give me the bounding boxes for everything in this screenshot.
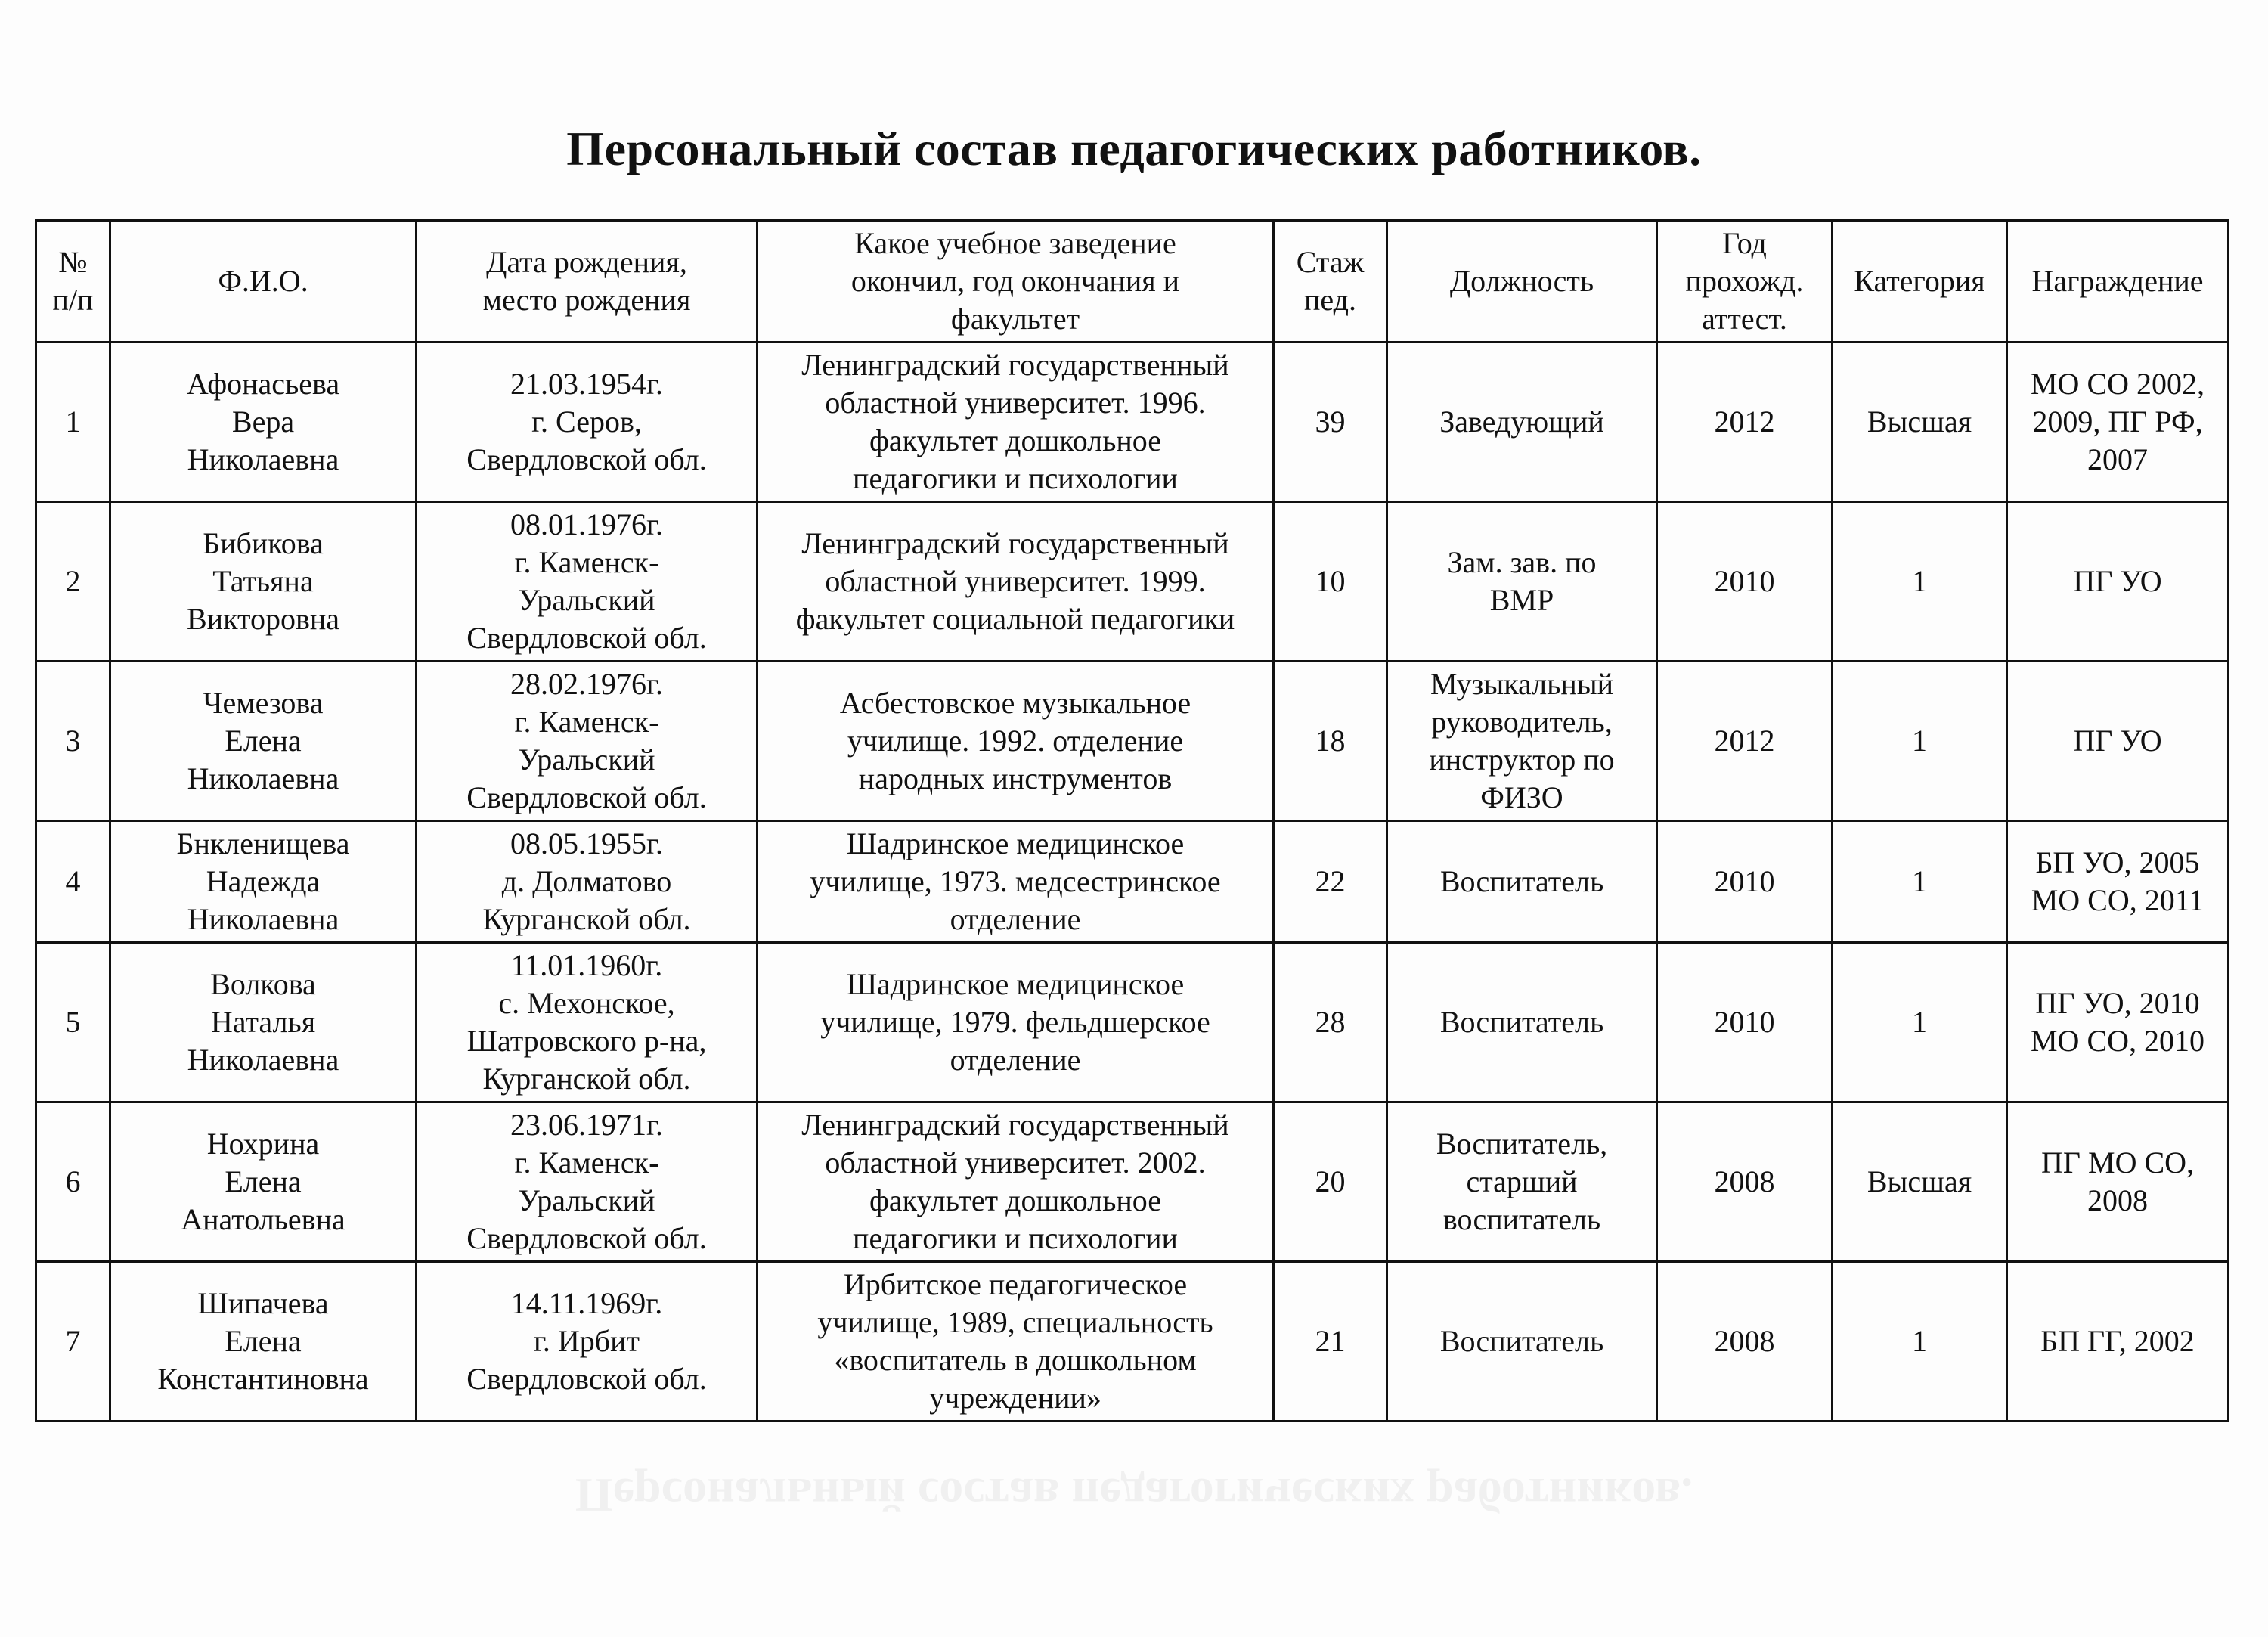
cell-num: 4 (36, 821, 110, 943)
cell-fio: Афонасьева Вера Николаевна (110, 343, 417, 502)
cell-education: Асбестовское музыкальное училище. 1992. отделение народных инструментов (758, 662, 1274, 821)
cell-fio: Шипачева Елена Константиновна (110, 1262, 417, 1422)
cell-category: Высшая (1833, 1102, 2007, 1262)
cell-education: Ленинградский государственный областной университет. 2002. факультет дошкольное педагогики и психологии (758, 1102, 1274, 1262)
cell-num: 5 (36, 943, 110, 1102)
cell-birth: 28.02.1976г. г. Каменск- Уральский Свердловской обл. (417, 662, 758, 821)
header-award: Награждение (2007, 221, 2229, 343)
header-row (36, 221, 2229, 343)
cell-position: Музыкальный руководитель, инструктор по ФИЗО (1387, 662, 1657, 821)
table-row (36, 343, 2229, 502)
cell-attest: 2008 (1657, 1262, 1833, 1422)
cell-num: 1 (36, 343, 110, 502)
cell-education: Ирбитское педагогическое училище, 1989, специальность «воспитатель в дошкольном учреждении» (758, 1262, 1274, 1422)
cell-experience: 28 (1274, 943, 1387, 1102)
table-row (36, 662, 2229, 821)
table-row (36, 502, 2229, 662)
cell-attest: 2008 (1657, 1102, 1833, 1262)
cell-experience: 18 (1274, 662, 1387, 821)
page-title: Персональный состав педагогических работников. (566, 122, 1702, 175)
table-row (36, 1102, 2229, 1262)
cell-birth: 21.03.1954г. г. Серов, Свердловской обл. (417, 343, 758, 502)
cell-birth: 23.06.1971г. г. Каменск- Уральский Свердловской обл. (417, 1102, 758, 1262)
cell-attest: 2010 (1657, 821, 1833, 943)
cell-experience: 10 (1274, 502, 1387, 662)
table-row (36, 1262, 2229, 1422)
cell-award: МО СО 2002, 2009, ПГ РФ, 2007 (2007, 343, 2229, 502)
cell-award: ПГ УО, 2010 МО СО, 2010 (2007, 943, 2229, 1102)
cell-position: Воспитатель, старший воспитатель (1387, 1102, 1657, 1262)
cell-category: 1 (1833, 821, 2007, 943)
header-category: Категория (1833, 221, 2007, 343)
cell-num: 3 (36, 662, 110, 821)
cell-position: Воспитатель (1387, 1262, 1657, 1422)
cell-attest: 2012 (1657, 662, 1833, 821)
cell-education: Ленинградский государственный областной университет. 1996. факультет дошкольное педагогики и психологии (758, 343, 1274, 502)
cell-position: Заведующий (1387, 343, 1657, 502)
cell-attest: 2010 (1657, 943, 1833, 1102)
header-experience: Стаж пед. (1274, 221, 1387, 343)
cell-award: ПГ УО (2007, 662, 2229, 821)
staff-table (35, 219, 2229, 1422)
cell-birth: 14.11.1969г. г. Ирбит Свердловской обл. (417, 1262, 758, 1422)
cell-fio: Чемезова Елена Николаевна (110, 662, 417, 821)
header-position: Должность (1387, 221, 1657, 343)
cell-attest: 2010 (1657, 502, 1833, 662)
bleed-through-ghost-text: Персональный состав педагогических работников. (575, 1468, 1693, 1522)
cell-award: БП ГГ, 2002 (2007, 1262, 2229, 1422)
cell-birth: 08.05.1955г. д. Долматово Курганской обл. (417, 821, 758, 943)
cell-experience: 22 (1274, 821, 1387, 943)
cell-category: Высшая (1833, 343, 2007, 502)
header-birth: Дата рождения, место рождения (417, 221, 758, 343)
cell-birth: 08.01.1976г. г. Каменск- Уральский Свердловской обл. (417, 502, 758, 662)
cell-experience: 39 (1274, 343, 1387, 502)
cell-category: 1 (1833, 1262, 2007, 1422)
table-row (36, 943, 2229, 1102)
table-row (36, 821, 2229, 943)
cell-attest: 2012 (1657, 343, 1833, 502)
cell-position: Воспитатель (1387, 821, 1657, 943)
cell-education: Шадринское медицинское училище, 1979. фельдшерское отделение (758, 943, 1274, 1102)
cell-fio: Волкова Наталья Николаевна (110, 943, 417, 1102)
cell-award: БП УО, 2005 МО СО, 2011 (2007, 821, 2229, 943)
cell-education: Шадринское медицинское училище, 1973. медсестринское отделение (758, 821, 1274, 943)
cell-num: 7 (36, 1262, 110, 1422)
header-attest: Год прохожд. аттест. (1657, 221, 1833, 343)
header-fio: Ф.И.О. (110, 221, 417, 343)
cell-award: ПГ МО СО, 2008 (2007, 1102, 2229, 1262)
cell-birth: 11.01.1960г. с. Мехонское, Шатровского р-на, Курганской обл. (417, 943, 758, 1102)
cell-fio: Бнкленищева Надежда Николаевна (110, 821, 417, 943)
cell-experience: 20 (1274, 1102, 1387, 1262)
header-num: № п/п (36, 221, 110, 343)
cell-education: Ленинградский государственный областной университет. 1999. факультет социальной педагогики (758, 502, 1274, 662)
cell-award: ПГ УО (2007, 502, 2229, 662)
cell-category: 1 (1833, 662, 2007, 821)
header-education: Какое учебное заведение окончил, год окончания и факультет (758, 221, 1274, 343)
cell-num: 2 (36, 502, 110, 662)
cell-experience: 21 (1274, 1262, 1387, 1422)
cell-position: Воспитатель (1387, 943, 1657, 1102)
cell-category: 1 (1833, 943, 2007, 1102)
cell-category: 1 (1833, 502, 2007, 662)
cell-position: Зам. зав. по ВМР (1387, 502, 1657, 662)
cell-num: 6 (36, 1102, 110, 1262)
cell-fio: Бибикова Татьяна Викторовна (110, 502, 417, 662)
cell-fio: Нохрина Елена Анатольевна (110, 1102, 417, 1262)
